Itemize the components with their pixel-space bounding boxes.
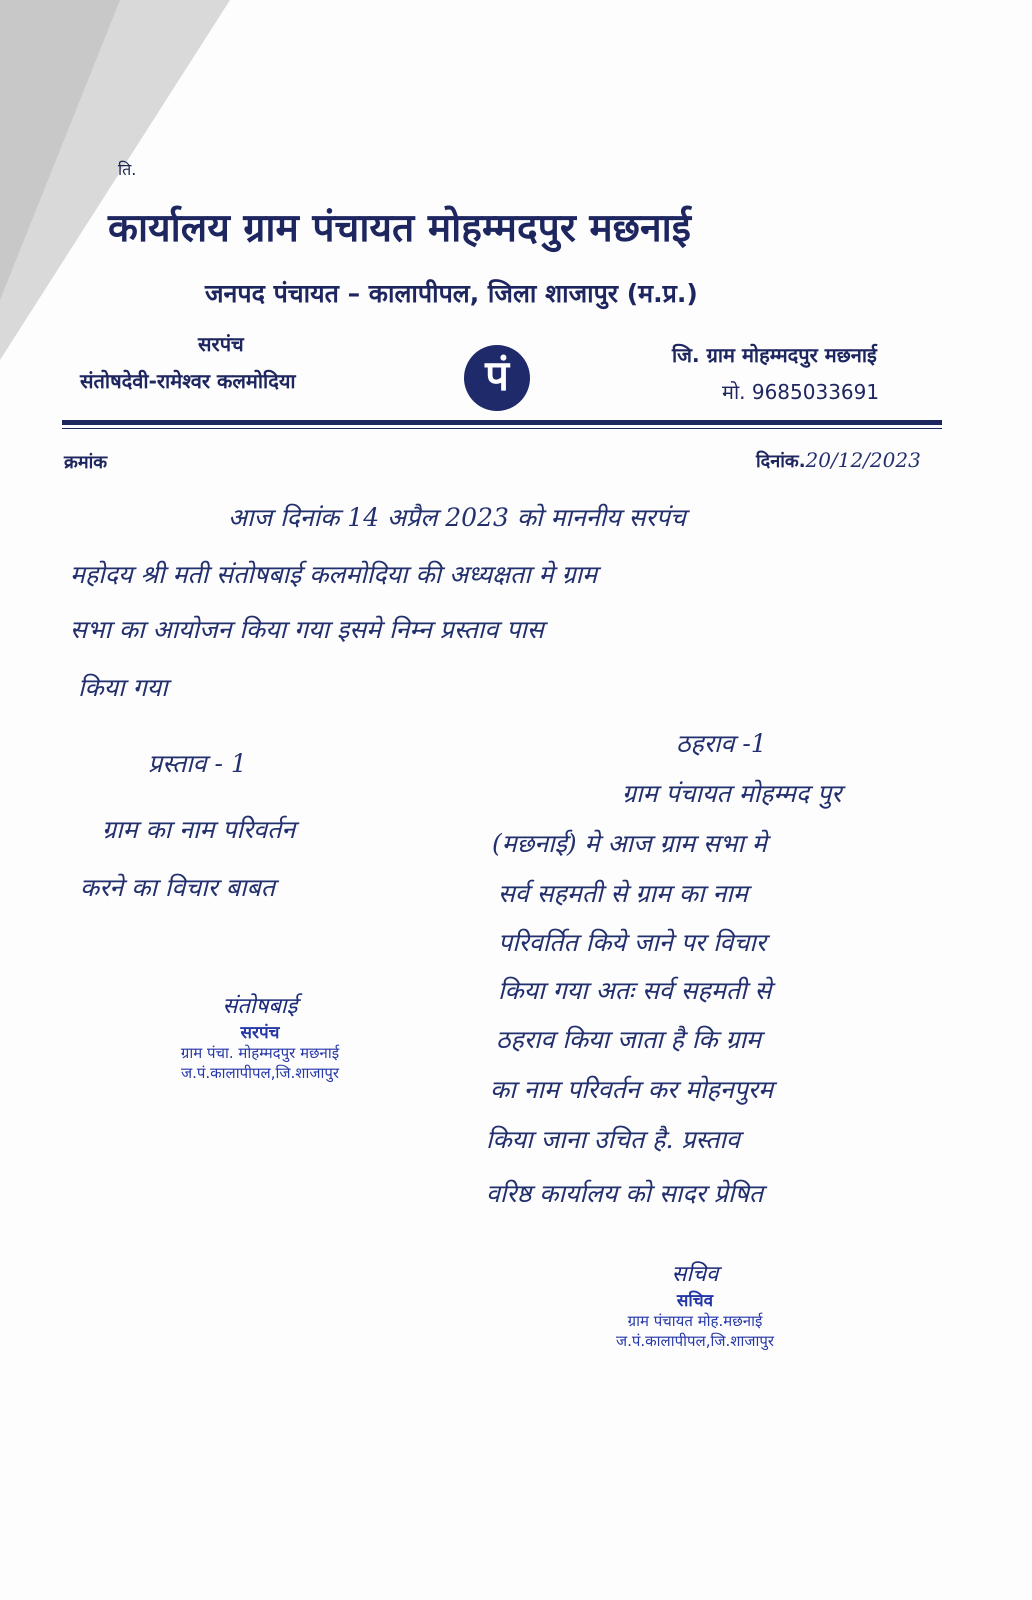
resolution-line: परिवर्तित किये जाने पर विचार <box>498 928 767 957</box>
resolution-line: ठहराव किया जाता है कि ग्राम <box>496 1025 762 1054</box>
folded-corner-shadow <box>0 0 120 300</box>
intro-line: आज दिनांक 14 अप्रैल 2023 को माननीय सरपंच <box>228 503 686 532</box>
office-title: कार्यालय ग्राम पंचायत मोहम्मदपुर मछनाई <box>108 206 691 251</box>
intro-line: महोदय श्री मती संतोषबाई कलमोदिया की अध्यक्षता मे ग्राम <box>70 560 598 589</box>
sarpanch-stamp-title: सरपंच <box>240 1023 280 1043</box>
proposal-line: करने का विचार बाबत <box>80 873 276 902</box>
proposal-heading: प्रस्ताव - 1 <box>148 749 247 778</box>
resolution-line: का नाम परिवर्तन कर मोहनपुरम <box>490 1075 774 1104</box>
sarpanch-stamp <box>160 990 360 1083</box>
resolution-line: सर्व सहमती से ग्राम का नाम <box>498 879 748 908</box>
secretary-stamp-line: ग्राम पंचायत मोह.मछनाई <box>627 1312 763 1330</box>
sarpanch-stamp-line: ज.पं.कालापीपल,जि.शाजापुर <box>180 1064 340 1082</box>
secretary-signature: सचिव <box>671 1262 719 1287</box>
header-divider <box>62 420 942 425</box>
phone: मो. 9685033691 <box>722 380 880 404</box>
intro-line: किया गया <box>78 673 168 702</box>
resolution-line: (मछनाई) मे आज ग्राम सभा मे <box>492 829 767 858</box>
secretary-stamp-line: ज.पं.कालापीपल,जि.शाजापुर <box>615 1332 775 1350</box>
kramank-label: क्रमांक <box>64 452 108 473</box>
office-subtitle: जनपद पंचायत – कालापीपल, जिला शाजापुर (म.प्र.) <box>205 279 698 308</box>
panchayat-logo: पं <box>464 345 530 411</box>
resolution-line: किया गया अतः सर्व सहमती से <box>498 976 772 1005</box>
sarpanch-label: सरपंच <box>198 332 244 356</box>
address: जि. ग्राम मोहम्मदपुर मछनाई <box>672 343 877 367</box>
date-field <box>756 448 921 473</box>
resolution-heading: ठहराव -1 <box>676 729 767 758</box>
sarpanch-signature: संतोषबाई <box>222 994 298 1019</box>
header-divider-thin <box>62 428 942 429</box>
secretary-stamp-title: सचिव <box>676 1291 714 1311</box>
date-label: दिनांक. <box>756 451 806 472</box>
intro-line: सभा का आयोजन किया गया इसमे निम्न प्रस्ताव पास <box>70 615 544 644</box>
sarpanch-stamp-line: ग्राम पंचा. मोहम्मदपुर मछनाई <box>180 1044 340 1062</box>
resolution-line: किया जाना उचित है. प्रस्ताव <box>486 1125 740 1154</box>
corner-mark: ति. <box>118 160 137 179</box>
sarpanch-name: संतोषदेवी-रामेश्वर कलमोदिया <box>80 369 296 393</box>
resolution-line: ग्राम पंचायत मोहम्मद पुर <box>622 779 842 808</box>
date-value: 20/12/2023 <box>805 448 921 472</box>
secretary-stamp <box>595 1258 795 1351</box>
proposal-line: ग्राम का नाम परिवर्तन <box>102 815 296 844</box>
resolution-line: वरिष्ठ कार्यालय को सादर प्रेषित <box>486 1179 764 1208</box>
